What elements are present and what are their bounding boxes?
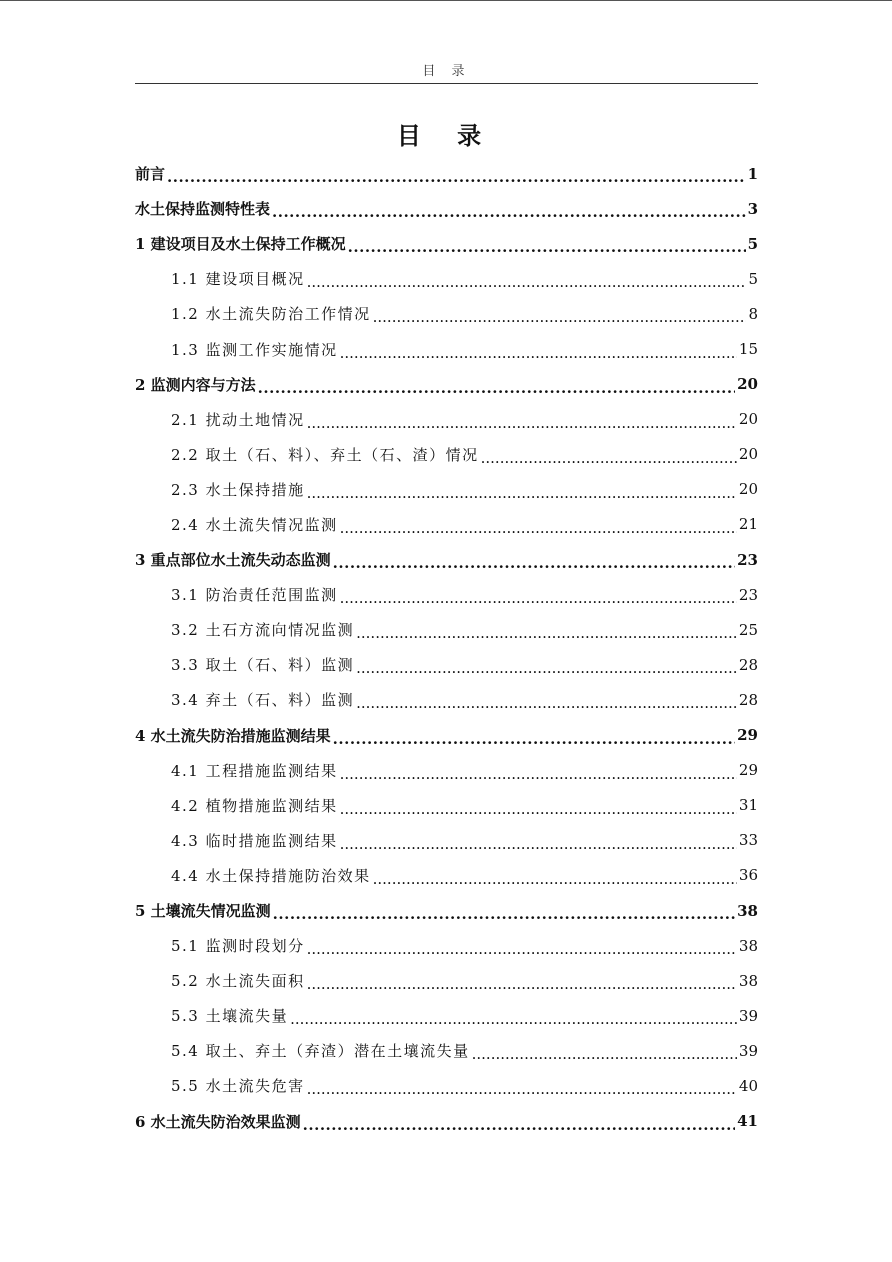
dot-leader	[303, 1116, 735, 1131]
toc-entry-label: 4.4 水土保持措施防治效果	[171, 866, 371, 885]
dot-leader	[307, 273, 747, 288]
toc-section-entry[interactable]	[135, 788, 758, 823]
toc-page-number: 5	[747, 234, 758, 253]
toc-section-entry[interactable]	[135, 577, 758, 612]
toc-entry-label: 6 水土流失防治效果监测	[135, 1112, 301, 1131]
toc-entry-label: 1.2 水土流失防治工作情况	[171, 305, 371, 324]
toc-entry-label: 1 建设项目及水土保持工作概况	[135, 235, 346, 254]
toc-page-number: 28	[738, 690, 758, 709]
toc-page-number: 20	[738, 445, 758, 464]
page-title: 目 录	[396, 121, 496, 150]
toc-page-number: 36	[738, 866, 758, 885]
toc-chapter-entry[interactable]	[135, 542, 758, 577]
toc-page-number: 21	[738, 515, 758, 534]
toc-section-entry[interactable]	[135, 753, 758, 788]
toc-page-number: 25	[738, 620, 758, 639]
dot-leader	[356, 694, 737, 709]
toc-page-number: 31	[738, 796, 758, 815]
toc-entry-label: 3.3 取土（石、料）监测	[171, 656, 355, 675]
toc-entry-label: 前言	[135, 165, 166, 184]
toc-chapter-entry[interactable]	[135, 156, 758, 191]
dot-leader	[373, 870, 737, 885]
toc-page-number: 29	[738, 761, 758, 780]
dot-leader	[307, 1080, 737, 1095]
toc-section-entry[interactable]	[135, 331, 758, 366]
toc-entry-label: 5.5 水土流失危害	[171, 1077, 305, 1096]
toc-page-number: 29	[737, 726, 758, 745]
running-header	[135, 60, 758, 84]
toc-section-entry[interactable]	[135, 437, 758, 472]
toc-page-number: 39	[738, 1006, 758, 1025]
toc-page-number: 38	[737, 901, 758, 920]
toc-entry-label: 5.1 监测时段划分	[171, 937, 305, 956]
toc-entry-label: 1.1 建设项目概况	[171, 270, 305, 289]
toc-entry-label: 5 土壤流失情况监测	[135, 902, 271, 921]
dot-leader	[348, 238, 746, 253]
toc-entry-label: 4.3 临时措施监测结果	[171, 831, 338, 850]
toc-page-number: 15	[738, 340, 758, 359]
toc-entry-label: 3 重点部位水土流失动态监测	[135, 551, 331, 570]
toc-section-entry[interactable]	[135, 507, 758, 542]
toc-page-number: 23	[738, 585, 758, 604]
dot-leader	[307, 975, 737, 990]
toc-section-entry[interactable]	[135, 472, 758, 507]
dot-leader	[481, 449, 737, 464]
dot-leader	[290, 1010, 737, 1025]
dot-leader	[273, 905, 735, 920]
page-top-border	[0, 0, 892, 1]
toc-entry-label: 3.2 土石方流向情况监测	[171, 621, 355, 640]
toc-page-number: 20	[738, 480, 758, 499]
toc-section-entry[interactable]	[135, 858, 758, 893]
toc-entry-label: 2.3 水土保持措施	[171, 480, 305, 499]
toc-entry-label: 2.4 水土流失情况监测	[171, 515, 338, 534]
dot-leader	[333, 730, 735, 745]
toc-page-number: 20	[737, 375, 758, 394]
toc-entry-label: 4 水土流失防治措施监测结果	[135, 726, 331, 745]
table-of-contents	[135, 156, 758, 1139]
toc-page-number: 8	[748, 304, 758, 323]
dot-leader	[272, 203, 746, 218]
toc-page-number: 40	[738, 1076, 758, 1095]
toc-entry-label: 水土保持监测特性表	[135, 200, 271, 219]
toc-chapter-entry[interactable]	[135, 893, 758, 928]
toc-page-number: 28	[738, 655, 758, 674]
dot-leader	[340, 800, 737, 815]
toc-section-entry[interactable]	[135, 647, 758, 682]
toc-page-number: 39	[738, 1041, 758, 1060]
toc-entry-label: 3.1 防治责任范围监测	[171, 586, 338, 605]
dot-leader	[307, 940, 737, 955]
dot-leader	[340, 344, 737, 359]
toc-entry-label: 2.2 取土（石、料）、弃土（石、渣）情况	[171, 445, 479, 464]
dot-leader	[340, 835, 737, 850]
toc-entry-label: 5.4 取土、弃土（弃渣）潜在土壤流失量	[171, 1042, 470, 1061]
toc-entry-label: 3.4 弃土（石、料）监测	[171, 691, 355, 710]
toc-page-number: 23	[737, 550, 758, 569]
toc-page-number: 3	[747, 199, 758, 218]
dot-leader	[340, 589, 737, 604]
toc-section-entry[interactable]	[135, 402, 758, 437]
toc-entry-label: 4.2 植物措施监测结果	[171, 796, 338, 815]
toc-chapter-entry[interactable]	[135, 226, 758, 261]
toc-section-entry[interactable]	[135, 296, 758, 331]
toc-section-entry[interactable]	[135, 823, 758, 858]
dot-leader	[333, 554, 735, 569]
toc-page-number: 5	[748, 269, 758, 288]
dot-leader	[356, 624, 737, 639]
toc-section-entry[interactable]	[135, 1068, 758, 1103]
toc-section-entry[interactable]	[135, 928, 758, 963]
dot-leader	[340, 519, 737, 534]
dot-leader	[258, 379, 735, 394]
toc-page-number: 1	[747, 164, 758, 183]
toc-entry-label: 2.1 扰动土地情况	[171, 410, 305, 429]
toc-entry-label: 5.3 土壤流失量	[171, 1007, 289, 1026]
toc-page-number: 20	[738, 410, 758, 429]
toc-page-number: 38	[738, 936, 758, 955]
toc-chapter-entry[interactable]	[135, 367, 758, 402]
toc-section-entry[interactable]	[135, 682, 758, 717]
toc-chapter-entry[interactable]	[135, 1104, 758, 1139]
toc-chapter-entry[interactable]	[135, 191, 758, 226]
toc-entry-label: 5.2 水土流失面积	[171, 972, 305, 991]
dot-leader	[340, 765, 737, 780]
dot-leader	[373, 308, 747, 323]
toc-section-entry[interactable]	[135, 998, 758, 1033]
toc-chapter-entry[interactable]	[135, 718, 758, 753]
dot-leader	[472, 1045, 737, 1060]
dot-leader	[167, 168, 746, 183]
toc-entry-label: 1.3 监测工作实施情况	[171, 340, 338, 359]
dot-leader	[307, 414, 737, 429]
dot-leader	[307, 484, 737, 499]
toc-section-entry[interactable]	[135, 963, 758, 998]
toc-section-entry[interactable]	[135, 1033, 758, 1068]
toc-page-number: 41	[737, 1112, 758, 1131]
toc-section-entry[interactable]	[135, 261, 758, 296]
toc-entry-label: 4.1 工程措施监测结果	[171, 761, 338, 780]
dot-leader	[356, 659, 737, 674]
toc-page-number: 33	[738, 831, 758, 850]
toc-page-number: 38	[738, 971, 758, 990]
toc-entry-label: 2 监测内容与方法	[135, 375, 256, 394]
toc-section-entry[interactable]	[135, 612, 758, 647]
running-header-title: 目 录	[422, 64, 471, 79]
